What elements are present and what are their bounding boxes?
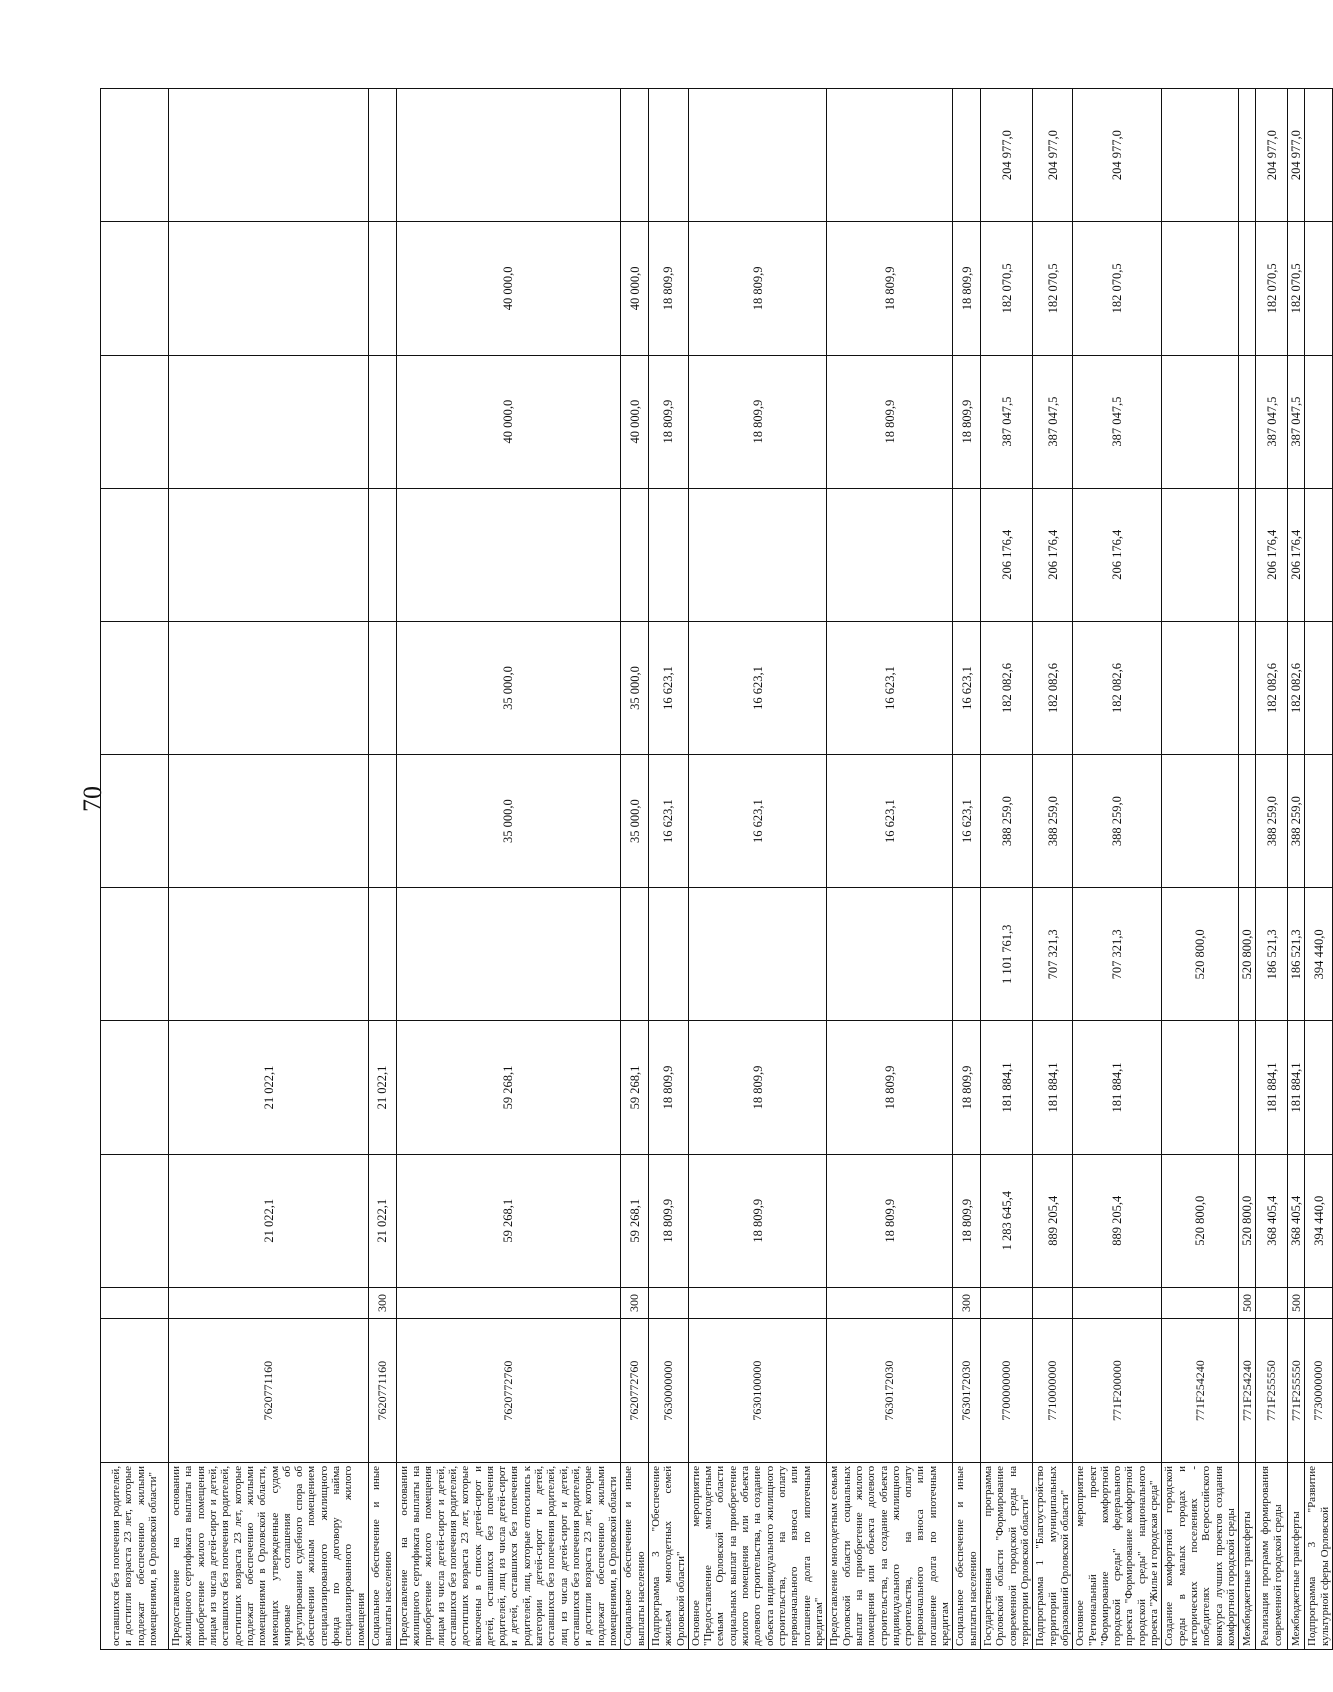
row-value-v8 xyxy=(369,222,397,355)
row-expense-type xyxy=(1073,1287,1162,1318)
row-value-v6 xyxy=(396,488,621,621)
row-expense-type: 500 xyxy=(1288,1287,1305,1318)
row-code: 7630172030 xyxy=(953,1319,981,1463)
row-value-v8: 18 809,9 xyxy=(827,222,953,355)
row-value-v5: 16 623,1 xyxy=(648,621,688,754)
row-value-v2: 18 809,9 xyxy=(648,1021,688,1154)
row-value-v8 xyxy=(101,222,169,355)
row-value-v3 xyxy=(827,888,953,1021)
row-value-v7: 40 000,0 xyxy=(396,355,621,488)
row-value-v2 xyxy=(101,1021,169,1154)
row-value-v8 xyxy=(1239,222,1256,355)
page-number: 70 xyxy=(78,786,107,812)
row-value-v6 xyxy=(169,488,369,621)
row-value-v3 xyxy=(648,888,688,1021)
table-frame xyxy=(100,88,1331,1650)
row-value-v4: 35 000,0 xyxy=(621,755,649,888)
row-value-v8: 18 809,9 xyxy=(648,222,688,355)
row-description: оставшихся без попечения родителей, и достигли возраста 23 лет, которые подлежат обеспечению жилыми помещениями, в Орловской области" xyxy=(101,1462,169,1649)
row-value-v4: 388 259,0 xyxy=(1033,755,1073,888)
row-value-v9 xyxy=(1162,89,1239,222)
row-value-v3: 1 101 761,3 xyxy=(981,888,1033,1021)
row-value-v2: 18 809,9 xyxy=(827,1021,953,1154)
row-description: Подпрограмма 3 "Развитие культурной сферы Орловской xyxy=(1305,1462,1333,1649)
row-value-v6: 206 176,4 xyxy=(1256,488,1288,621)
row-value-v3: 186 521,3 xyxy=(1288,888,1305,1021)
row-expense-type xyxy=(688,1287,826,1318)
row-value-v1: 368 405,4 xyxy=(1256,1154,1288,1287)
row-value-v2: 181 884,1 xyxy=(1033,1021,1073,1154)
row-value-v6: 206 176,4 xyxy=(1073,488,1162,621)
row-description: Создание комфортной городской среды в малых городах и исторических поселениях - победителях Всероссийского конкурса лучших проектов создания комфортной городской среды xyxy=(1162,1462,1239,1649)
row-value-v6: 206 176,4 xyxy=(981,488,1033,621)
row-value-v5 xyxy=(169,621,369,754)
row-value-v5: 35 000,0 xyxy=(621,621,649,754)
row-value-v8: 182 070,5 xyxy=(1256,222,1288,355)
row-value-v4: 388 259,0 xyxy=(1256,755,1288,888)
row-code: 7620771160 xyxy=(369,1319,397,1463)
row-value-v3: 394 440,0 xyxy=(1305,888,1333,1021)
row-expense-type xyxy=(981,1287,1033,1318)
row-code: 771F200000 xyxy=(1073,1319,1162,1463)
row-description: Основное мероприятие "Региональный проект "Формирование комфортной городской среды" федерального проекта "Формирование комфортной городской среды" национального проекта "Жилье и городская среда" xyxy=(1073,1462,1162,1649)
row-value-v5: 16 623,1 xyxy=(688,621,826,754)
row-value-v1: 1 283 645,4 xyxy=(981,1154,1033,1287)
row-value-v6 xyxy=(953,488,981,621)
row-expense-type: 300 xyxy=(621,1287,649,1318)
row-value-v7: 18 809,9 xyxy=(827,355,953,488)
row-description: Социальное обеспечение и иные выплаты населению xyxy=(369,1462,397,1649)
row-value-v4 xyxy=(1305,755,1333,888)
row-value-v3 xyxy=(101,888,169,1021)
table-row xyxy=(621,89,649,1650)
row-value-v8: 182 070,5 xyxy=(1033,222,1073,355)
row-value-v5: 182 082,6 xyxy=(1256,621,1288,754)
rotated-page xyxy=(100,88,1331,1650)
row-code: 771F255550 xyxy=(1256,1319,1288,1463)
row-value-v9 xyxy=(953,89,981,222)
row-value-v8 xyxy=(1162,222,1239,355)
row-value-v2: 181 884,1 xyxy=(1256,1021,1288,1154)
row-value-v4 xyxy=(101,755,169,888)
row-value-v4: 388 259,0 xyxy=(1288,755,1305,888)
table-row xyxy=(953,89,981,1650)
table-row xyxy=(101,89,169,1650)
row-code: 7730000000 xyxy=(1305,1319,1333,1463)
row-value-v6 xyxy=(369,488,397,621)
row-value-v8: 40 000,0 xyxy=(621,222,649,355)
row-value-v9: 204 977,0 xyxy=(981,89,1033,222)
row-value-v1: 21 022,1 xyxy=(169,1154,369,1287)
row-value-v9 xyxy=(169,89,369,222)
row-value-v7 xyxy=(369,355,397,488)
row-value-v7 xyxy=(1239,355,1256,488)
row-value-v6 xyxy=(1239,488,1256,621)
row-value-v6 xyxy=(688,488,826,621)
row-value-v4: 388 259,0 xyxy=(981,755,1033,888)
row-value-v2 xyxy=(1239,1021,1256,1154)
row-value-v8 xyxy=(169,222,369,355)
row-code: 771F254240 xyxy=(1162,1319,1239,1463)
row-value-v7 xyxy=(1305,355,1333,488)
row-value-v2: 59 268,1 xyxy=(396,1021,621,1154)
row-value-v9 xyxy=(1305,89,1333,222)
table-row xyxy=(688,89,826,1650)
row-description: Подпрограмма 1 "Благоустройство территорий муниципальных образований Орловской области" xyxy=(1033,1462,1073,1649)
row-expense-type xyxy=(827,1287,953,1318)
row-value-v2: 18 809,9 xyxy=(688,1021,826,1154)
row-expense-type: 500 xyxy=(1239,1287,1256,1318)
row-value-v9: 204 977,0 xyxy=(1073,89,1162,222)
row-description: Предоставление на основании жилищного сертификата выплаты на приобретение жилого помещения лицам из числа детей-сирот и детей, оставшихся без попечения родителей, достигших возраста 23 лет, которые включены в список детей-сирот и детей, оставшихся без попечения родителей, лиц из числа детей-сирот и детей, оставшихся без попечения родителей, лиц, которые относились к категории детей-сирот и детей, оставшихся без попечения родителей, лиц из числа детей-сирот и детей, оставшихся без попечения родителей, и достигли возраста 23 лет, которые подлежат обеспечению жилыми помещениями, в Орловской области xyxy=(396,1462,621,1649)
row-value-v1: 520 800,0 xyxy=(1162,1154,1239,1287)
row-code: 7700000000 xyxy=(981,1319,1033,1463)
table-row xyxy=(1073,89,1162,1650)
row-expense-type: 300 xyxy=(369,1287,397,1318)
row-description: Предоставление многодетным семьям Орловской области социальных выплат на приобретение жилого помещения или объекта долевого строительства, на создание объекта индивидуального жилищного строительства, на оплату первоначального взноса или погашение долга по ипотечным кредитам xyxy=(827,1462,953,1649)
row-value-v1: 18 809,9 xyxy=(827,1154,953,1287)
row-value-v2: 181 884,1 xyxy=(1288,1021,1305,1154)
row-code: 7620772760 xyxy=(621,1319,649,1463)
row-value-v5: 182 082,6 xyxy=(1073,621,1162,754)
row-value-v5 xyxy=(1162,621,1239,754)
row-code: 7620772760 xyxy=(396,1319,621,1463)
row-value-v3 xyxy=(169,888,369,1021)
row-value-v9 xyxy=(396,89,621,222)
row-value-v6 xyxy=(101,488,169,621)
row-value-v4 xyxy=(1162,755,1239,888)
row-value-v9 xyxy=(101,89,169,222)
row-value-v2: 59 268,1 xyxy=(621,1021,649,1154)
row-value-v1: 18 809,9 xyxy=(953,1154,981,1287)
table-row xyxy=(1288,89,1305,1650)
row-value-v5: 16 623,1 xyxy=(953,621,981,754)
row-value-v1: 18 809,9 xyxy=(648,1154,688,1287)
row-description: Реализация программ формирования современной городской среды xyxy=(1256,1462,1288,1649)
row-value-v7: 18 809,9 xyxy=(688,355,826,488)
row-description: Межбюджетные трансферты xyxy=(1239,1462,1256,1649)
row-value-v6 xyxy=(1162,488,1239,621)
row-value-v1: 889 205,4 xyxy=(1073,1154,1162,1287)
row-value-v1: 21 022,1 xyxy=(369,1154,397,1287)
row-description: Социальное обеспечение и иные выплаты населению xyxy=(953,1462,981,1649)
row-value-v2: 181 884,1 xyxy=(981,1021,1033,1154)
row-code xyxy=(101,1319,169,1463)
row-value-v5 xyxy=(369,621,397,754)
row-expense-type xyxy=(1256,1287,1288,1318)
row-value-v7: 387 047,5 xyxy=(1073,355,1162,488)
table-row xyxy=(169,89,369,1650)
row-value-v5: 182 082,6 xyxy=(1033,621,1073,754)
row-value-v1: 394 440,0 xyxy=(1305,1154,1333,1287)
row-value-v5: 182 082,6 xyxy=(1288,621,1305,754)
row-value-v8: 40 000,0 xyxy=(396,222,621,355)
row-expense-type xyxy=(169,1287,369,1318)
row-description: Подпрограмма 3 "Обеспечение жильем многодетных семей Орловской области" xyxy=(648,1462,688,1649)
row-description: Социальное обеспечение и иные выплаты населению xyxy=(621,1462,649,1649)
row-expense-type xyxy=(1162,1287,1239,1318)
row-value-v5: 182 082,6 xyxy=(981,621,1033,754)
row-code: 7630172030 xyxy=(827,1319,953,1463)
row-value-v7 xyxy=(1162,355,1239,488)
row-description: Предоставление на основании жилищного сертификата выплаты на приобретение жилого помещения лицам из числа детей-сирот и детей, оставшихся без попечения родителей, достигших возраста 23 лет, которые подлежат обеспечению жилыми помещениями в Орловской области, имеющих утвержденные судом мировые соглашения об урегулировании судебного спора об обеспечении жилым помещением специализированного жилищного фонда по договору найма специализированного жилого помещения xyxy=(169,1462,369,1649)
row-value-v2: 21 022,1 xyxy=(169,1021,369,1154)
row-value-v7: 387 047,5 xyxy=(1256,355,1288,488)
row-code: 7630100000 xyxy=(688,1319,826,1463)
table-row xyxy=(1305,89,1333,1650)
row-value-v3: 186 521,3 xyxy=(1256,888,1288,1021)
row-value-v7: 387 047,5 xyxy=(981,355,1033,488)
row-value-v6 xyxy=(1305,488,1333,621)
row-code: 771F254240 xyxy=(1239,1319,1256,1463)
row-value-v1: 368 405,4 xyxy=(1288,1154,1305,1287)
row-description: Государственная программа Орловской области "Формирование современной городской среды на территории Орловской области" xyxy=(981,1462,1033,1649)
row-value-v3 xyxy=(621,888,649,1021)
row-expense-type xyxy=(1033,1287,1073,1318)
row-code: 7630000000 xyxy=(648,1319,688,1463)
row-value-v9: 204 977,0 xyxy=(1288,89,1305,222)
row-value-v9 xyxy=(688,89,826,222)
row-value-v1: 59 268,1 xyxy=(621,1154,649,1287)
row-value-v2: 21 022,1 xyxy=(369,1021,397,1154)
row-value-v5 xyxy=(101,621,169,754)
row-value-v5: 16 623,1 xyxy=(827,621,953,754)
row-value-v2 xyxy=(1162,1021,1239,1154)
row-value-v4: 16 623,1 xyxy=(648,755,688,888)
row-value-v1: 18 809,9 xyxy=(688,1154,826,1287)
row-value-v2: 18 809,9 xyxy=(953,1021,981,1154)
table-row xyxy=(1256,89,1288,1650)
row-value-v3 xyxy=(688,888,826,1021)
row-value-v5 xyxy=(1239,621,1256,754)
table-row xyxy=(827,89,953,1650)
row-value-v8 xyxy=(1305,222,1333,355)
row-value-v6: 206 176,4 xyxy=(1288,488,1305,621)
row-value-v7: 387 047,5 xyxy=(1288,355,1305,488)
row-value-v9 xyxy=(1239,89,1256,222)
row-value-v3: 520 800,0 xyxy=(1239,888,1256,1021)
row-value-v7: 40 000,0 xyxy=(621,355,649,488)
row-code: 7710000000 xyxy=(1033,1319,1073,1463)
row-value-v3 xyxy=(953,888,981,1021)
row-value-v4: 16 623,1 xyxy=(827,755,953,888)
budget-table xyxy=(100,88,1333,1650)
row-value-v1: 889 205,4 xyxy=(1033,1154,1073,1287)
row-value-v8: 18 809,9 xyxy=(953,222,981,355)
row-value-v2: 181 884,1 xyxy=(1073,1021,1162,1154)
row-value-v4: 16 623,1 xyxy=(953,755,981,888)
row-value-v3 xyxy=(369,888,397,1021)
row-value-v8: 182 070,5 xyxy=(1288,222,1305,355)
row-value-v7: 18 809,9 xyxy=(648,355,688,488)
table-row xyxy=(981,89,1033,1650)
row-expense-type xyxy=(648,1287,688,1318)
row-value-v6: 206 176,4 xyxy=(1033,488,1073,621)
table-row xyxy=(648,89,688,1650)
row-value-v6 xyxy=(827,488,953,621)
row-expense-type xyxy=(1305,1287,1333,1318)
row-value-v7 xyxy=(101,355,169,488)
row-value-v9: 204 977,0 xyxy=(1033,89,1073,222)
row-value-v7: 387 047,5 xyxy=(1033,355,1073,488)
row-code: 7620771160 xyxy=(169,1319,369,1463)
row-expense-type xyxy=(101,1287,169,1318)
row-value-v6 xyxy=(648,488,688,621)
row-value-v8: 18 809,9 xyxy=(688,222,826,355)
row-value-v4 xyxy=(169,755,369,888)
row-value-v5: 35 000,0 xyxy=(396,621,621,754)
row-value-v4 xyxy=(1239,755,1256,888)
row-value-v3: 707 321,3 xyxy=(1073,888,1162,1021)
row-value-v3: 520 800,0 xyxy=(1162,888,1239,1021)
row-value-v2 xyxy=(1305,1021,1333,1154)
row-description: Основное мероприятие "Предоставление многодетным семьям Орловской области социальных выплат на приобретение жилого помещения или объекта долевого строительства, на создание объекта индивидуального жилищного строительства, на оплату первоначального взноса или погашение долга по ипотечным кредитам" xyxy=(688,1462,826,1649)
row-description: Межбюджетные трансферты xyxy=(1288,1462,1305,1649)
table-row xyxy=(396,89,621,1650)
row-value-v1 xyxy=(101,1154,169,1287)
row-value-v7: 18 809,9 xyxy=(953,355,981,488)
row-expense-type xyxy=(396,1287,621,1318)
row-value-v6 xyxy=(621,488,649,621)
row-value-v3: 707 321,3 xyxy=(1033,888,1073,1021)
row-value-v9: 204 977,0 xyxy=(1256,89,1288,222)
row-value-v4: 388 259,0 xyxy=(1073,755,1162,888)
row-value-v7 xyxy=(169,355,369,488)
row-value-v9 xyxy=(648,89,688,222)
row-value-v4: 16 623,1 xyxy=(688,755,826,888)
row-value-v4: 35 000,0 xyxy=(396,755,621,888)
row-value-v9 xyxy=(369,89,397,222)
row-value-v1: 520 800,0 xyxy=(1239,1154,1256,1287)
row-code: 771F255550 xyxy=(1288,1319,1305,1463)
row-value-v9 xyxy=(621,89,649,222)
row-value-v9 xyxy=(827,89,953,222)
table-row xyxy=(1033,89,1073,1650)
table-row xyxy=(1162,89,1239,1650)
row-value-v8: 182 070,5 xyxy=(1073,222,1162,355)
row-value-v8: 182 070,5 xyxy=(981,222,1033,355)
row-expense-type: 300 xyxy=(953,1287,981,1318)
table-row xyxy=(369,89,397,1650)
row-value-v5 xyxy=(1305,621,1333,754)
table-row xyxy=(1239,89,1256,1650)
row-value-v3 xyxy=(396,888,621,1021)
row-value-v4 xyxy=(369,755,397,888)
row-value-v1: 59 268,1 xyxy=(396,1154,621,1287)
